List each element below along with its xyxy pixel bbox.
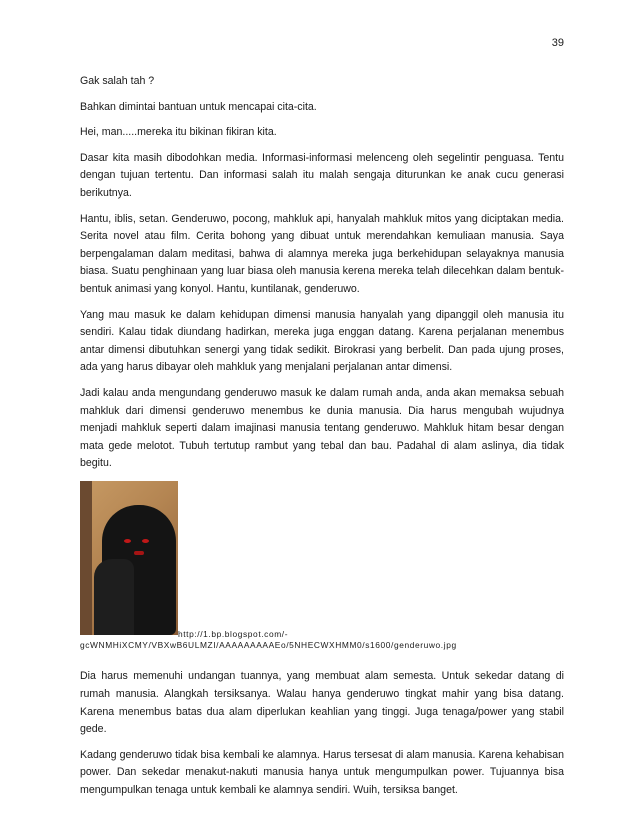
image-caption-url-path: gcWNMHiXCMY/VBXwB6ULMZI/AAAAAAAAAEo/5NHECWXHMM0/s1600/genderuwo.jpg [80, 639, 457, 650]
paragraph: Yang mau masuk ke dalam kehidupan dimensi manusia hanyalah yang dipanggil oleh manusia itu sendiri. Kalau tidak diundang hadirkan, mereka juga enggan datang. Karena perjalanan menembus antar dimensi dibutuhkan senergi yang tidak sedikit. Birokrasi yang berbelit. Dan pada ujung proses, ada yang harus dibayar oleh mahkluk yang menjalani perjalanan antar dimensi. [80, 308, 564, 374]
image-caption-url: http://1.bp.blogspot.com/- [178, 628, 289, 639]
paragraph: Hei, man.....mereka itu bikinan fikiran kita. [80, 126, 277, 139]
paragraph: Dasar kita masih dibodohkan media. Informasi-informasi melenceng oleh segelintir penguasa. Tentu dengan tujuan tertentu. Dan informasi salah itu malah sengaja diturunkan ke anak cucu generasi berikutnya. [80, 151, 564, 199]
paragraph: Jadi kalau anda mengundang genderuwo masuk ke dalam rumah anda, anda akan memaksa sebuah mahkluk dari dimensi genderuwo menembus ke dunia manusia. Dia harus mengubah wujudnya menjadi mahkluk seperti dalam imajinasi manusia tentang genderuwo. Mahkluk hitam besar dengan mata gede melotot. Tubuh tertutup rambut yang tebal dan bau. Padahal di alam aslinya, dia tidak begitu. [80, 386, 564, 470]
paragraph: Kadang genderuwo tidak bisa kembali ke alamnya. Harus tersesat di alam manusia. Karena kehabisan power. Dan sekedar menakut-nakuti manusia hanya untuk mengumpulkan power. Tujuannya bisa mengumpulkan tenaga untuk kembali ke alamnya sendiri. Wuih, tersiksa banget. [80, 748, 564, 797]
genderuwo-photo [80, 481, 178, 635]
genderuwo-figure [80, 481, 564, 637]
document-body [80, 73, 564, 808]
page-number: 39 [551, 37, 564, 49]
paragraph: Hantu, iblis, setan. Genderuwo, pocong, mahkluk api, hanyalah mahkluk mitos yang diciptakan media. Serita novel atau film. Cerita bohong yang dibuat untuk merendahkan kemuliaan manusia. Saya berpengalaman dalam meditasi, bahwa di alamnya mereka juga berkehidupan selayaknya manusia biasa. Suatu penghinaan yang luar biasa oleh manusia kerena mereka telah dilecehkan dalam bentuk-bentuk animasi yang konyol. Hantu, kuntilanak, genderuwo. [80, 212, 564, 295]
paragraph: Bahkan dimintai bantuan untuk mencapai cita-cita. [80, 100, 317, 113]
paragraph: Dia harus memenuhi undangan tuannya, yang membuat alam semesta. Untuk sekedar datang di rumah manusia. Alangkah tersiksanya. Walau hanya genderuwo tingkat mahir yang bisa datang. Karena menembus batas dua alam diperlukan keahlian yang tinggi. Juga tenaga/power yang stabil gede. [80, 670, 564, 736]
paragraph: Gak salah tah ? [80, 75, 155, 87]
